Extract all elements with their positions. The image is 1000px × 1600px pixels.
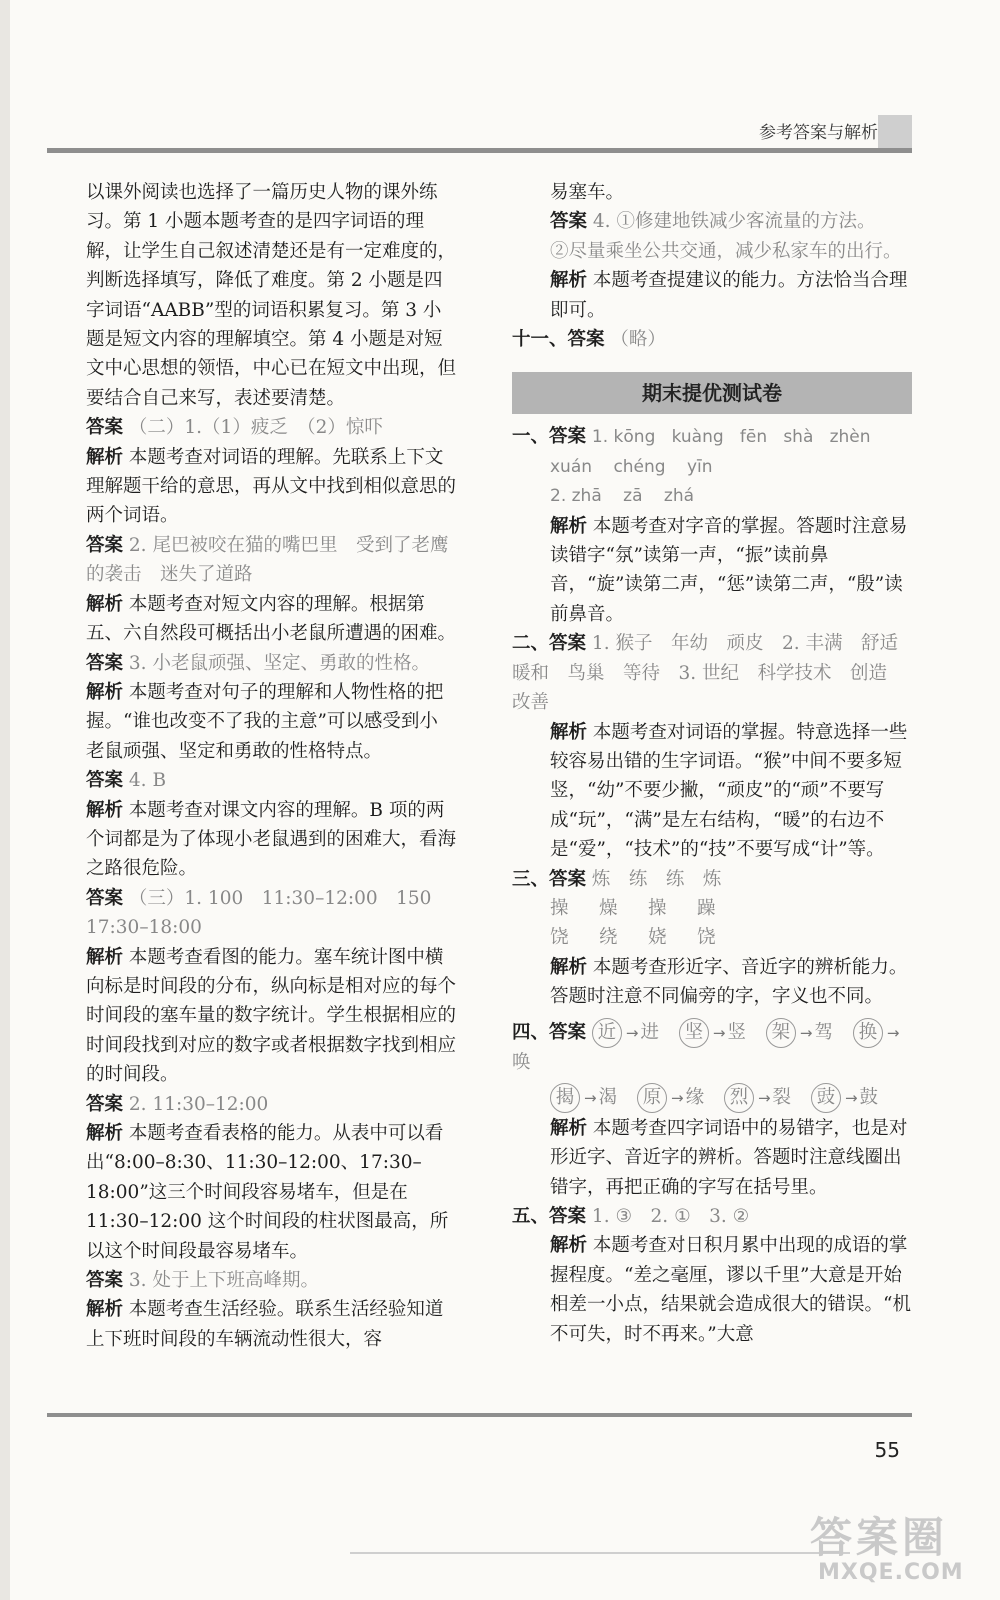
corrected-char: 进 — [640, 1021, 660, 1043]
analysis-text: 本题考查对短文内容的理解。根据第五、六自然段可概括出小老鼠所遭遇的困难。 — [86, 593, 457, 645]
answer-label: 答案 — [86, 652, 124, 674]
section-5-number: 五、 — [512, 1206, 550, 1227]
answer-label: 答案 — [549, 868, 587, 890]
corrected-char: 裂 — [772, 1087, 792, 1109]
analysis-label: 解析 — [86, 1123, 124, 1144]
arrow-icon: → — [712, 1023, 726, 1042]
section-3 — [512, 865, 912, 894]
answer-text: （三）1. 100 11:30–12:00 150 17:30–18:00 — [86, 887, 450, 939]
section-2-analysis-text: 本题考查对词语的掌握。特意选择一些较容易出错的生字词语。“猴”中间不要多短竖，“幼”不要少撇，“顽皮”的“顽”不要写成“玩”，“满”是左右结构，“暖”的右边不是“爱”，“技术”的“技”不要写成“计”等。 — [550, 721, 908, 861]
pinyin-row-3 — [512, 482, 912, 511]
pinyin-item: 1. kōng — [591, 427, 656, 448]
section-2-analysis — [512, 718, 912, 865]
pinyin-item: kuàng — [671, 427, 724, 448]
section-1-number: 一、 — [512, 426, 550, 448]
analysis-label: 解析 — [86, 593, 124, 615]
circled-wrong-char: 豉 — [811, 1083, 841, 1113]
running-header-title: 参考答案与解析 — [759, 123, 878, 143]
corrected-char: 渴 — [598, 1087, 618, 1109]
analysis-block — [86, 678, 456, 766]
arrow-icon: → — [799, 1023, 813, 1042]
arrow-icon: → — [670, 1089, 684, 1108]
answer-text: 3. 处于上下班高峰期。 — [128, 1270, 319, 1292]
arrow-icon: → — [844, 1089, 858, 1108]
answer-4-line1: 4. ①修建地铁减少客流量的方法。 — [592, 211, 876, 233]
section-4-number: 四、 — [512, 1021, 550, 1043]
circled-wrong-char: 架 — [766, 1018, 796, 1048]
pinyin-item: shà — [783, 427, 814, 448]
section-2-number: 二、 — [512, 633, 550, 655]
footer-rule — [47, 1413, 912, 1417]
analysis-text: 本题考查对句子的理解和人物性格的把握。“谁也改变不了我的主意”可以感受到小老鼠顽强、坚定和勇敢的性格特点。 — [86, 681, 444, 762]
arrow-icon: → — [584, 1089, 597, 1108]
page-edge-shadow — [0, 0, 10, 1600]
exam-banner — [512, 372, 912, 414]
analysis-block — [86, 943, 456, 1090]
right-column — [512, 178, 917, 1349]
arrow-icon: → — [886, 1023, 900, 1042]
left-blocks — [86, 413, 456, 1354]
analysis-label: 解析 — [550, 270, 588, 292]
page-number: 55 — [874, 1438, 900, 1462]
answer-label: 答案 — [567, 329, 605, 351]
answer-label: 答案 — [86, 1270, 124, 1292]
analysis-4 — [512, 266, 912, 325]
analysis-label: 解析 — [86, 1299, 124, 1321]
continuation-text: 易塞车。 — [550, 182, 625, 203]
analysis-block — [86, 796, 456, 884]
answer-text: 4. B — [128, 770, 167, 792]
section-1 — [512, 422, 912, 452]
pinyin-item: chéng — [613, 456, 666, 477]
corrected-char: 鼓 — [859, 1087, 879, 1109]
analysis-label: 解析 — [86, 946, 124, 968]
analysis-block — [86, 590, 456, 649]
analysis-block — [86, 443, 456, 531]
section-3-number: 三、 — [512, 868, 550, 890]
analysis-label: 解析 — [86, 799, 124, 821]
analysis-text: 本题考查生活经验。联系生活经验知道上下班时间段的车辆流动性很大，容 — [86, 1299, 444, 1350]
analysis-text: 本题考查对课文内容的理解。B 项的两个词都是为了体现小老鼠遇到的困难大，看海之路很危险。 — [86, 799, 457, 880]
answer-text: 2. 尾巴被咬在猫的嘴巴里 受到了老鹰的袭击 迷失了道路 — [86, 534, 449, 586]
analysis-block — [86, 1295, 456, 1354]
header-tab-marker — [878, 115, 912, 149]
answer-4-line2: ②尽量乘坐公共交通，减少私家车的出行。 — [550, 240, 902, 262]
bottom-divider — [350, 1552, 850, 1554]
answer-block — [86, 766, 456, 795]
section-4-row-2 — [512, 1083, 912, 1113]
watermark-url: MXQE.COM — [818, 1560, 964, 1585]
pinyin-item: zhèn — [829, 427, 871, 448]
analysis-text: 本题考查看表格的能力。从表中可以看出“8:00–8:30、11:30–12:00、17:30–18:00”这三个时间段容易堵车，但是在 11:30–12:00 这个时间段的柱状图最高，所以这个时间段最容易堵车。 — [86, 1123, 449, 1262]
answer-block — [86, 649, 456, 678]
circled-wrong-char: 坚 — [679, 1018, 709, 1048]
analysis-label: 解析 — [550, 515, 588, 537]
circled-wrong-char: 换 — [853, 1018, 883, 1048]
answer-text: （二）1.（1）疲乏 （2）惊吓 — [128, 417, 383, 439]
pinyin-item: 2. zhā — [550, 486, 602, 507]
exam-banner-title: 期末提优测试卷 — [642, 380, 782, 405]
answer-4 — [512, 207, 912, 236]
section-4 — [512, 1018, 912, 1078]
section-3-row-3: 饶 绕 娆 饶 — [550, 927, 722, 949]
section-3-analysis-text: 本题考查形近字、音近字的辨析能力。答题时注意不同偏旁的字，字义也不同。 — [550, 956, 908, 1008]
section-5 — [512, 1202, 912, 1231]
answer-block — [86, 1266, 456, 1295]
section-11-number: 十一、 — [512, 329, 568, 351]
analysis-label: 解析 — [550, 956, 588, 978]
watermark-logo: 答案圈 — [810, 1513, 949, 1562]
corrected-char: 竖 — [727, 1021, 746, 1043]
intro-paragraph: 以课外阅读也选择了一篇历史人物的课外练习。第 1 小题本题考查的是四字词语的理解，让学生自己叙述清楚还是有一定难度的，判断选择填写，降低了难度。第 2 小题是四字词语“AABB”型的词语积累复习。第 3 小题是短文内容的理解填空。第 4 小题是对短文中心思想的领悟，中心已在短文中出现，但要结合自己来写，表述要清楚。 — [86, 182, 457, 409]
pinyin-item: zhá — [663, 486, 695, 507]
answer-text: 2. 11:30–12:00 — [128, 1093, 269, 1115]
section-2-answer: 1. 猴子 年幼 顽皮 2. 丰满 舒适 暖和 鸟巢 等待 3. 世纪 科学技术 创造 改善 — [512, 633, 917, 714]
analysis-label: 解析 — [550, 1235, 588, 1257]
answer-label: 答案 — [86, 534, 124, 556]
analysis-label: 解析 — [86, 681, 124, 703]
header-rule — [47, 148, 912, 153]
answer-block — [86, 884, 456, 943]
answer-label: 答案 — [86, 1093, 124, 1115]
answer-label: 答案 — [549, 633, 587, 655]
section-3-row-2: 操 燥 操 躁 — [550, 897, 722, 919]
answer-block — [86, 531, 456, 590]
analysis-label: 解析 — [550, 1117, 588, 1139]
answer-label: 答案 — [86, 770, 124, 792]
section-5-analysis — [512, 1231, 912, 1349]
section-2 — [512, 629, 917, 717]
section-1-analysis-text: 本题考查对字音的掌握。答题时注意易读错字“氛”读第一声，“振”读前鼻音，“旋”读第二声，“惩”读第二声，“殷”读前鼻音。 — [550, 515, 908, 625]
pinyin-item: xuán — [550, 456, 593, 477]
corrected-char: 驾 — [814, 1021, 833, 1043]
answer-label: 答案 — [549, 1021, 587, 1043]
left-column — [86, 178, 456, 1354]
arrow-icon: → — [757, 1089, 771, 1108]
answer-label: 答案 — [86, 417, 124, 439]
pinyin-item: fēn — [739, 427, 768, 448]
analysis-text: 本题考查看图的能力。塞车统计图中横向标是时间段的分布，纵向标是相对应的每个时间段的塞车量的数字统计。学生根据相应的时间段找到对应的数字或者根据数字找到相应的时间段。 — [86, 946, 457, 1086]
analysis-text: 本题考查对词语的理解。先联系上下文理解题干给的意思，再从文中找到相似意思的两个词语。 — [86, 446, 457, 527]
circled-wrong-char: 烈 — [724, 1083, 754, 1113]
analysis-block — [86, 1119, 456, 1266]
analysis-4-text: 本题考查提建议的能力。方法恰当合理即可。 — [550, 270, 908, 321]
pinyin-row-2 — [512, 453, 912, 482]
section-4-analysis-text: 本题考查四字词语中的易错字，也是对形近字、音近字的辨析。答题时注意线圈出错字，再把正确的字写在括号里。 — [550, 1117, 908, 1198]
answer-text: 3. 小老鼠顽强、坚定、勇敢的性格。 — [128, 652, 430, 674]
section-1-analysis — [512, 512, 912, 630]
answer-label: 答案 — [549, 426, 587, 448]
corrected-char: 缘 — [685, 1087, 705, 1109]
section-11 — [512, 325, 912, 354]
analysis-label: 解析 — [550, 721, 588, 743]
pinyin-item: zā — [623, 486, 643, 507]
pinyin-item: yīn — [687, 456, 713, 477]
circled-wrong-char: 原 — [637, 1083, 667, 1113]
section-11-answer: （略） — [610, 329, 666, 351]
answer-label: 答案 — [549, 1206, 587, 1227]
answer-block — [86, 413, 456, 442]
answer-block — [86, 1090, 456, 1119]
circled-wrong-char: 近 — [592, 1018, 622, 1048]
section-5-answer: 1. ③ 2. ① 3. ② — [591, 1206, 750, 1227]
section-4-analysis — [512, 1114, 912, 1202]
circled-wrong-char: 揭 — [550, 1083, 580, 1113]
section-3-row-1: 炼 练 练 炼 — [591, 868, 722, 890]
corrected-char: 唤 — [512, 1051, 531, 1073]
arrow-icon: → — [625, 1023, 639, 1042]
section-5-analysis-text: 本题考查对日积月累中出现的成语的掌握程度。“差之毫厘，谬以千里”大意是开始相差一小点，结果就会造成很大的错误。“机不可失，时不再来。”大意 — [550, 1235, 911, 1345]
answer-label: 答案 — [550, 211, 588, 233]
answer-label: 答案 — [86, 887, 124, 909]
section-3-analysis — [512, 953, 912, 1012]
analysis-label: 解析 — [86, 446, 124, 468]
